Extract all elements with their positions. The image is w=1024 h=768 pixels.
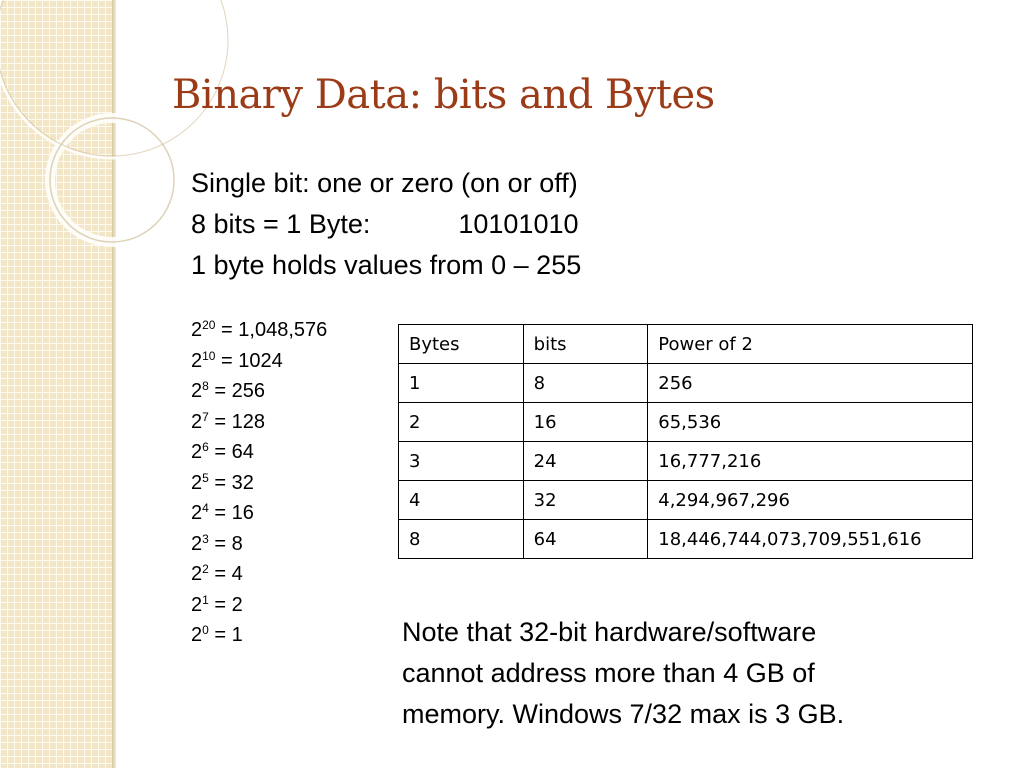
table-header-cell: bits xyxy=(523,325,648,364)
power-base: 2 xyxy=(191,441,203,463)
table-cell: 1 xyxy=(399,364,524,403)
power-value: = 32 xyxy=(208,471,254,494)
memory-note xyxy=(402,612,1002,735)
power-base: 2 xyxy=(191,319,203,341)
power-exponent: 2 xyxy=(202,562,209,576)
power-exponent: 1 xyxy=(202,592,209,607)
power-item xyxy=(191,498,327,529)
table-cell: 64 xyxy=(523,520,648,559)
table-cell: 3 xyxy=(399,442,524,481)
table-cell: 16,777,216 xyxy=(648,442,973,481)
power-exponent: 0 xyxy=(202,623,209,637)
table-cell: 2 xyxy=(399,403,524,442)
power-base: 2 xyxy=(191,502,203,524)
table-cell: 8 xyxy=(399,520,524,559)
power-base: 2 xyxy=(191,593,203,616)
power-item xyxy=(191,315,327,346)
power-item xyxy=(191,559,327,590)
table-cell: 32 xyxy=(523,481,648,520)
power-item xyxy=(191,590,327,621)
fact-line-bit: Single bit: one or zero (on or off) xyxy=(191,168,578,198)
table-cell: 8 xyxy=(523,364,648,403)
power-base: 2 xyxy=(191,380,203,402)
table-row xyxy=(399,520,973,559)
fact-line-byte xyxy=(191,204,581,245)
fact-byte-example: 10101010 xyxy=(458,209,579,239)
slide-title: Binary Data: bits and Bytes xyxy=(172,72,715,118)
power-exponent: 5 xyxy=(202,470,209,485)
note-line: cannot address more than 4 GB of xyxy=(402,658,815,688)
power-item xyxy=(191,376,327,407)
power-value: = 8 xyxy=(208,532,243,555)
table-row xyxy=(399,364,973,403)
power-item xyxy=(191,346,327,377)
power-exponent: 10 xyxy=(202,348,216,363)
table-cell: 65,536 xyxy=(648,403,973,442)
decorative-circle-small-outline xyxy=(50,118,174,242)
powers-of-two-list xyxy=(191,315,327,651)
table-cell: 4 xyxy=(399,481,524,520)
power-value: = 1024 xyxy=(215,349,283,372)
power-base: 2 xyxy=(191,349,203,372)
note-line: memory. Windows 7/32 max is 3 GB. xyxy=(402,699,845,729)
power-exponent: 3 xyxy=(202,531,209,546)
power-value: = 1 xyxy=(208,624,243,646)
power-base: 2 xyxy=(191,532,203,555)
fact-line-range: 1 byte holds values from 0 – 255 xyxy=(191,250,582,280)
power-base: 2 xyxy=(191,563,203,585)
power-value: = 16 xyxy=(208,502,254,524)
table-cell: 16 xyxy=(523,403,648,442)
table-cell: 4,294,967,296 xyxy=(648,481,973,520)
table-cell: 256 xyxy=(648,364,973,403)
table-header-row xyxy=(399,325,973,364)
power-item xyxy=(191,620,327,651)
key-facts xyxy=(191,163,581,286)
power-exponent: 8 xyxy=(202,379,209,393)
power-item xyxy=(191,468,327,499)
power-base: 2 xyxy=(191,471,203,494)
power-value: = 1,048,576 xyxy=(215,319,328,341)
table-row xyxy=(399,442,973,481)
power-base: 2 xyxy=(191,624,203,646)
power-value: = 128 xyxy=(208,410,265,433)
power-base: 2 xyxy=(191,410,203,433)
power-item xyxy=(191,437,327,468)
power-item xyxy=(191,407,327,438)
table-cell: 18,446,744,073,709,551,616 xyxy=(648,520,973,559)
power-exponent: 4 xyxy=(202,501,209,515)
table-header-cell: Bytes xyxy=(399,325,524,364)
power-exponent: 20 xyxy=(202,318,216,332)
power-item xyxy=(191,529,327,560)
power-exponent: 6 xyxy=(202,440,209,454)
power-value: = 64 xyxy=(208,441,254,463)
fact-byte-label: 8 bits = 1 Byte: xyxy=(191,209,371,239)
power-value: = 2 xyxy=(208,593,243,616)
power-value: = 4 xyxy=(208,563,243,585)
power-exponent: 7 xyxy=(202,409,209,424)
power-value: = 256 xyxy=(208,380,265,402)
table-row xyxy=(399,481,973,520)
table-cell: 24 xyxy=(523,442,648,481)
table-row xyxy=(399,403,973,442)
bytes-bits-table xyxy=(398,324,973,559)
note-line: Note that 32-bit hardware/software xyxy=(402,617,817,647)
table-header-cell: Power of 2 xyxy=(648,325,973,364)
